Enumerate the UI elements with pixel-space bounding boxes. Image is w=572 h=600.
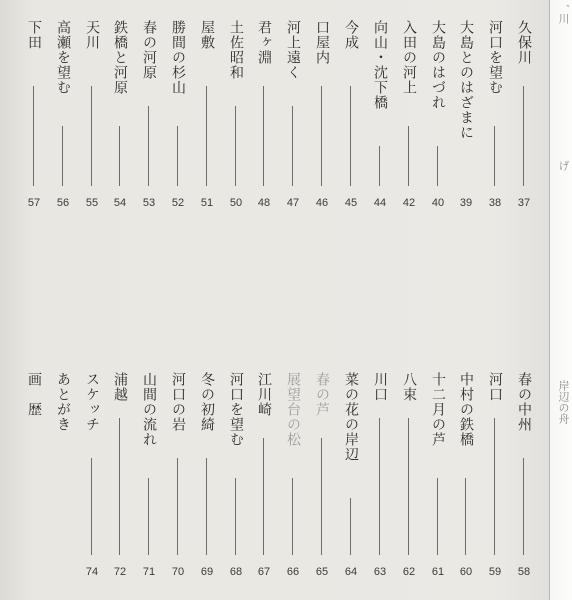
page-number: 51 [200,197,214,209]
entry-title: スケッチ [84,372,100,432]
leader-line [523,86,524,186]
entry-title: 春の芦 [314,372,330,417]
edge-mark-bottom: 岸辺の舟 [557,380,570,424]
entry-title: 高瀬を望む [55,20,71,95]
adjacent-page-edge [549,0,572,600]
leader-line [148,478,149,555]
page-number: 64 [344,566,358,578]
leader-line [177,126,178,186]
edge-mark-top: ﾞ 川 [557,4,570,24]
entry-title: 入田の河上 [401,20,417,95]
leader-line [235,106,236,186]
page-number: 68 [229,566,243,578]
page-number: 63 [373,566,387,578]
edge-mark-mid: げ [557,160,570,171]
page-number: 69 [200,566,214,578]
page-number: 47 [286,197,300,209]
leader-line [408,126,409,186]
entry-title: 口屋内 [314,20,330,65]
leader-line [350,86,351,186]
entry-title: 土佐昭和 [228,20,244,80]
entry-title: 久保川 [516,20,532,65]
entry-title: 屋敷 [199,20,215,50]
leader-line [321,438,322,555]
leader-line [437,478,438,555]
entry-title: 川口 [372,372,388,402]
leader-line [91,86,92,186]
page-number: 42 [402,197,416,209]
page-number: 58 [517,566,531,578]
entry-title: 大島のはづれ [430,20,446,110]
leader-line [119,126,120,186]
page-number: 52 [171,197,185,209]
leader-line [465,478,466,555]
entry-title: 浦越 [112,372,128,402]
entry-title: 八束 [401,372,417,402]
entry-title: 鉄橋と河原 [112,20,128,95]
leader-line [206,458,207,555]
entry-title: 河上遠く [285,20,301,80]
entry-title: 展望台の松 [285,372,301,447]
leader-line [494,126,495,186]
page-number: 71 [142,566,156,578]
leader-line [523,458,524,555]
leader-line [379,146,380,186]
page-number: 74 [85,566,99,578]
page-number: 38 [488,197,502,209]
leader-line [263,86,264,186]
page-number: 45 [344,197,358,209]
entry-title: あとがき [55,372,71,432]
leader-line [321,86,322,186]
page-number: 56 [56,197,70,209]
page-number: 54 [113,197,127,209]
entry-title: 中村の鉄橋 [458,372,474,447]
leader-line [350,498,351,555]
entry-title: 山間の流れ [141,372,157,447]
entry-title: 君ヶ淵 [256,20,272,65]
entry-title: 下田 [26,20,42,50]
page-number: 61 [431,566,445,578]
page-number: 37 [517,197,531,209]
leader-line [263,438,264,555]
leader-line [235,478,236,555]
page-number: 66 [286,566,300,578]
page-number: 50 [229,197,243,209]
leader-line [119,418,120,555]
leader-line [62,126,63,186]
entry-title: 菜の花の岸辺 [343,372,359,462]
page-number: 65 [315,566,329,578]
entry-title: 大島とのはざまに [458,20,474,140]
entry-title: 河口 [487,372,503,402]
entry-title: 冬の初綺 [199,372,215,432]
entry-title: 河口を望む [487,20,503,95]
page-number: 48 [257,197,271,209]
leader-line [206,86,207,186]
leader-line [437,146,438,186]
entry-title: 河口を望む [228,372,244,447]
page-number: 46 [315,197,329,209]
entry-title: 勝間の杉山 [170,20,186,95]
page-number: 55 [85,197,99,209]
leader-line [494,418,495,555]
page-number: 62 [402,566,416,578]
entry-title: 今成 [343,20,359,50]
page-number: 59 [488,566,502,578]
entry-title: 画 歴 [26,372,42,417]
page-number: 39 [459,197,473,209]
page-number: 53 [142,197,156,209]
entry-title: 春の中州 [516,372,532,432]
page-number: 72 [113,566,127,578]
leader-line [91,458,92,555]
page-number: 70 [171,566,185,578]
page-number: 60 [459,566,473,578]
leader-line [148,106,149,186]
entry-title: 江川崎 [256,372,272,417]
leader-line [177,458,178,555]
leader-line [408,418,409,555]
entry-title: 十二月の芦 [430,372,446,447]
leader-line [292,478,293,555]
page-number: 44 [373,197,387,209]
leader-line [33,86,34,186]
leader-line [379,418,380,555]
page-number: 67 [257,566,271,578]
page-number: 40 [431,197,445,209]
entry-title: 河口の岩 [170,372,186,432]
entry-title: 向山・沈下橋 [372,20,388,110]
entry-title: 天川 [84,20,100,50]
page-number: 57 [27,197,41,209]
leader-line [292,106,293,186]
entry-title: 春の河原 [141,20,157,80]
